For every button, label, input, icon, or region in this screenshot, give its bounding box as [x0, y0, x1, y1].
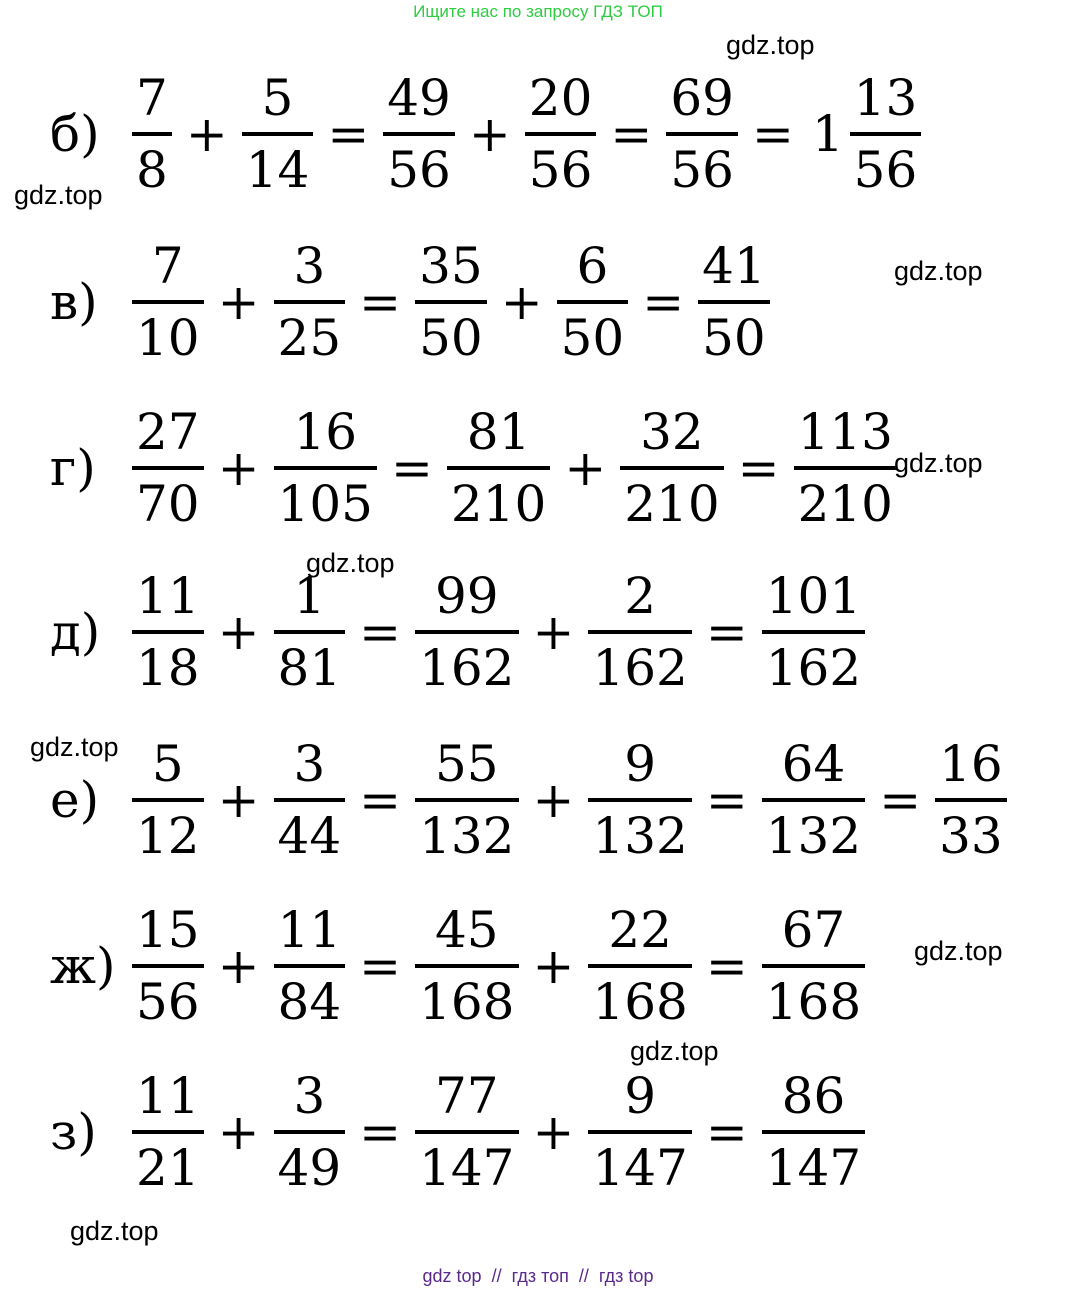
equation-row [50, 64, 927, 204]
fraction-bar [525, 132, 597, 136]
fraction [274, 402, 377, 534]
fraction-denominator: 210 [450, 475, 547, 533]
fraction-bar [274, 798, 346, 802]
fraction-numerator: 3 [293, 237, 326, 295]
fraction-numerator: 7 [136, 69, 168, 127]
watermark: gdz.top [30, 732, 119, 762]
footer-separator: // [491, 1266, 502, 1286]
fraction-bar [132, 132, 172, 136]
fraction-bar [698, 300, 770, 304]
fraction-numerator: 3 [293, 735, 326, 793]
fraction-numerator: 27 [136, 403, 200, 461]
fraction-bar [666, 132, 738, 136]
fraction-denominator: 162 [765, 639, 862, 697]
fraction-bar [132, 798, 204, 802]
fraction-numerator: 69 [670, 69, 734, 127]
fraction-denominator: 56 [136, 973, 200, 1031]
fraction-numerator: 67 [781, 901, 846, 959]
operator: + [217, 273, 260, 331]
fraction [415, 900, 518, 1032]
operator: = [359, 273, 402, 331]
fraction-denominator: 12 [136, 807, 200, 865]
fraction-bar [415, 1130, 518, 1134]
fraction-denominator: 50 [419, 309, 483, 367]
fraction [415, 236, 487, 368]
fraction [274, 900, 346, 1032]
fraction-numerator: 7 [151, 237, 184, 295]
footer-item: гдз топ [511, 1266, 569, 1286]
operator: = [751, 105, 794, 163]
operator: + [217, 603, 260, 661]
fraction-numerator: 32 [640, 403, 704, 461]
fraction [935, 734, 1007, 866]
operator: = [359, 1103, 402, 1161]
fraction-bar [588, 964, 691, 968]
fraction-denominator: 147 [419, 1139, 515, 1197]
fraction [762, 1066, 865, 1198]
operator: + [532, 771, 575, 829]
fraction-denominator: 56 [670, 141, 734, 199]
equation-label: д) [50, 603, 101, 661]
fraction-numerator: 77 [434, 1067, 499, 1125]
fraction [588, 1066, 691, 1198]
fraction-numerator: 16 [293, 403, 358, 461]
operator: = [327, 105, 370, 163]
fraction-denominator: 14 [245, 141, 310, 199]
operator: + [500, 273, 543, 331]
fraction-bar [762, 964, 865, 968]
operator: + [217, 771, 260, 829]
fraction-denominator: 56 [853, 141, 918, 199]
watermark: gdz.top [14, 180, 103, 210]
operator: + [564, 439, 607, 497]
fraction-bar [762, 630, 865, 634]
fraction-bar [935, 798, 1007, 802]
fraction [698, 236, 770, 368]
fraction-numerator: 15 [136, 901, 200, 959]
fraction-denominator: 10 [136, 309, 200, 367]
fraction-bar [588, 1130, 691, 1134]
fraction-bar [242, 132, 314, 136]
operator: = [390, 439, 433, 497]
fraction [132, 734, 204, 866]
watermark: gdz.top [726, 30, 815, 60]
watermark: gdz.top [894, 448, 983, 478]
fraction [588, 900, 691, 1032]
fraction [132, 900, 204, 1032]
watermark: gdz.top [630, 1036, 719, 1066]
fraction [132, 68, 172, 200]
equation-row [50, 1062, 871, 1202]
fraction [415, 566, 518, 698]
fraction-numerator: 64 [781, 735, 846, 793]
fraction-numerator: 22 [608, 901, 672, 959]
fraction-numerator: 11 [136, 567, 200, 625]
fraction-bar [132, 466, 204, 470]
equation-row [50, 896, 871, 1036]
fraction-denominator: 162 [592, 639, 688, 697]
fraction-numerator: 81 [466, 403, 531, 461]
fraction-denominator: 162 [419, 639, 515, 697]
fraction-bar [762, 1130, 865, 1134]
fraction-bar [620, 466, 723, 470]
fraction [132, 402, 204, 534]
operator: + [217, 937, 260, 995]
fraction [588, 566, 691, 698]
equation-label: в) [50, 273, 98, 331]
operator: = [705, 1103, 748, 1161]
fraction-numerator: 1 [293, 567, 326, 625]
operator: + [217, 439, 260, 497]
fraction-numerator: 2 [624, 567, 657, 625]
equation-label: з) [50, 1103, 97, 1161]
fraction [794, 402, 897, 534]
watermark: gdz.top [306, 548, 395, 578]
fraction [274, 236, 346, 368]
fraction-denominator: 132 [592, 807, 688, 865]
fraction-numerator: 5 [151, 735, 184, 793]
fraction-denominator: 56 [387, 141, 451, 199]
fraction [274, 734, 346, 866]
fraction-denominator: 49 [277, 1139, 342, 1197]
fraction-bar [132, 1130, 204, 1134]
fraction-denominator: 44 [277, 807, 342, 865]
fraction-numerator: 3 [293, 1067, 326, 1125]
operator: = [737, 439, 780, 497]
footer-item: gdz top [422, 1266, 482, 1286]
fraction-denominator: 18 [136, 639, 200, 697]
fraction-numerator: 20 [528, 69, 593, 127]
fraction-denominator: 168 [592, 973, 688, 1031]
fraction-denominator: 50 [702, 309, 766, 367]
fraction [242, 68, 314, 200]
fraction-denominator: 168 [419, 973, 515, 1031]
fraction-numerator: 11 [136, 1067, 200, 1125]
fraction-bar [274, 300, 346, 304]
watermark: gdz.top [894, 256, 983, 286]
operator: = [359, 771, 402, 829]
fraction-bar [850, 132, 922, 136]
operator: = [359, 603, 402, 661]
fraction-bar [415, 300, 487, 304]
fraction [132, 1066, 204, 1198]
fraction-bar [274, 1130, 346, 1134]
fraction-bar [588, 630, 691, 634]
fraction-denominator: 84 [277, 973, 342, 1031]
fraction-bar [415, 798, 518, 802]
fraction-numerator: 5 [261, 69, 294, 127]
fraction-numerator: 55 [434, 735, 499, 793]
fraction-bar [588, 798, 691, 802]
fraction [274, 566, 346, 698]
operator: = [359, 937, 402, 995]
operator: + [532, 603, 575, 661]
equation-row [50, 562, 871, 702]
fraction [620, 402, 723, 534]
fraction-denominator: 50 [560, 309, 625, 367]
fraction [762, 900, 865, 1032]
fraction [415, 1066, 518, 1198]
fraction-bar [762, 798, 865, 802]
operator: = [705, 937, 748, 995]
equation-row [50, 730, 1013, 870]
watermark: gdz.top [70, 1216, 159, 1246]
operator: = [642, 273, 685, 331]
fraction [132, 236, 204, 368]
fraction-numerator: 13 [853, 69, 918, 127]
fraction [525, 68, 597, 200]
equation-label: ж) [50, 937, 116, 995]
operator: + [468, 105, 511, 163]
operator: + [185, 105, 228, 163]
fraction [132, 566, 204, 698]
fraction-numerator: 9 [624, 735, 657, 793]
header-banner: Ищите нас по запросу ГДЗ ТОП [413, 2, 663, 21]
fraction-bar [132, 300, 204, 304]
fraction-bar [274, 466, 377, 470]
equation-label: б) [50, 105, 100, 163]
fraction-numerator: 11 [277, 901, 342, 959]
fraction-denominator: 33 [939, 807, 1003, 865]
fraction-bar [274, 964, 346, 968]
whole-number: 1 [811, 105, 844, 163]
fraction [762, 566, 865, 698]
fraction-numerator: 6 [576, 237, 609, 295]
fraction-numerator: 9 [624, 1067, 657, 1125]
fraction-numerator: 113 [797, 403, 893, 461]
fraction-denominator: 132 [765, 807, 862, 865]
fraction-numerator: 99 [434, 567, 499, 625]
fraction-numerator: 16 [939, 735, 1003, 793]
fraction-numerator: 45 [434, 901, 499, 959]
fraction-denominator: 210 [624, 475, 720, 533]
fraction-bar [132, 630, 204, 634]
operator: = [610, 105, 653, 163]
fraction-numerator: 86 [781, 1067, 846, 1125]
fraction-bar [132, 964, 204, 968]
fraction-denominator: 81 [277, 639, 342, 697]
operator: = [705, 603, 748, 661]
operator: + [532, 1103, 575, 1161]
fraction [762, 734, 865, 866]
fraction-bar [447, 466, 550, 470]
fraction-numerator: 49 [387, 69, 451, 127]
fraction-numerator: 101 [765, 567, 862, 625]
fraction-bar [383, 132, 455, 136]
fraction [557, 236, 629, 368]
fraction [274, 1066, 346, 1198]
fraction-denominator: 70 [136, 475, 200, 533]
fraction-bar [794, 466, 897, 470]
equation-label: е) [50, 771, 100, 829]
fraction-denominator: 56 [528, 141, 593, 199]
fraction [415, 734, 518, 866]
fraction-numerator: 41 [702, 237, 766, 295]
footer-item: гдз top [598, 1266, 654, 1286]
fraction-denominator: 147 [765, 1139, 862, 1197]
fraction-denominator: 21 [136, 1139, 200, 1197]
operator: = [705, 771, 748, 829]
fraction-bar [415, 630, 518, 634]
operator: = [879, 771, 922, 829]
operator: + [532, 937, 575, 995]
fraction-bar [415, 964, 518, 968]
fraction-denominator: 147 [592, 1139, 688, 1197]
fraction [850, 68, 922, 200]
fraction-denominator: 105 [277, 475, 373, 533]
equation-row [50, 232, 776, 372]
equation-row [50, 398, 903, 538]
footer-banner [0, 1266, 1076, 1287]
fraction-numerator: 35 [419, 237, 483, 295]
fraction-denominator: 25 [277, 309, 342, 367]
watermark: gdz.top [914, 936, 1003, 966]
fraction-denominator: 210 [797, 475, 893, 533]
fraction-bar [557, 300, 629, 304]
operator: + [217, 1103, 260, 1161]
fraction-denominator: 8 [136, 141, 168, 199]
equation-label: г) [50, 439, 96, 497]
fraction [588, 734, 691, 866]
fraction [666, 68, 738, 200]
fraction-denominator: 168 [765, 973, 862, 1031]
fraction [447, 402, 550, 534]
footer-separator: // [578, 1266, 589, 1286]
fraction-denominator: 132 [419, 807, 515, 865]
fraction-bar [274, 630, 346, 634]
fraction [383, 68, 455, 200]
